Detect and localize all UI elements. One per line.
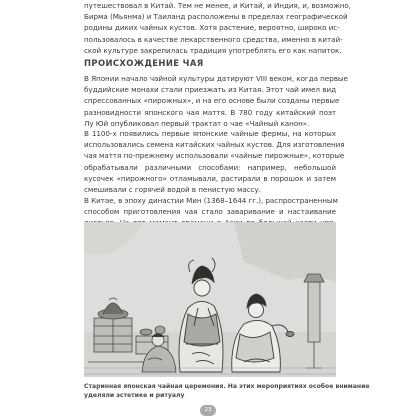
tea-ceremony-drawing (84, 222, 336, 377)
text-line: спрессованных «пирожных», и на его основе были созданы первые (84, 96, 340, 106)
text-line: В Японии начало чайной культуры датируют VIII веком, когда первые (84, 74, 348, 83)
figure-caption (84, 383, 370, 400)
text-line: путешествовал в Китай. Тем не менее, и Китай, и Индия, и, возможно, (84, 1, 352, 10)
section-heading: ПРОИСХОЖДЕНИЕ ЧАЯ (84, 58, 204, 68)
text-line: В Китае, в эпоху династии Мин (1368–1644 гг.), распространенным (84, 196, 338, 205)
text-line: Лу Юй опубликовал первый трактат о чае «Чайный канон». (84, 118, 310, 128)
body-paragraph-1 (84, 73, 348, 129)
text-line: использовались семена китайских чайных кустов. Для изготовления (84, 140, 345, 150)
caption-line: Старинная японская чайная церемония. На этих мероприятиях особое внимание (84, 383, 370, 390)
caption-line: уделяли эстетике и ритуалу (84, 391, 185, 399)
text-line: ской культуре закрепилась традиция употреблять его как напиток. (84, 45, 342, 55)
text-line: чая маття по-прежнему использовали «чайные пирожные», которые (84, 151, 345, 161)
text-line: смешивали с горячей водой в пенистую массу. (84, 185, 261, 195)
text-line: родины диких чайных кустов. Хотя растение, вероятно, широко ис- (84, 23, 340, 33)
text-line: В 1100-х появились первые японские чайные фермы, на которых (84, 129, 336, 138)
body-paragraph-2 (84, 128, 345, 195)
text-line: буддийские монахи стали приезжать из Китая. Этот чай имел вид (84, 85, 336, 95)
text-line: Бирма (Мьянма) и Таиланд расположены в пределах географической (84, 12, 348, 22)
intro-paragraph (84, 0, 352, 56)
text-line: способом приготовления чая стало заваривание и настаивание (84, 207, 336, 217)
text-line: разновидности японского чая маття. В 780 году китайский поэт (84, 107, 336, 117)
page-number-badge: 23 (200, 405, 216, 416)
text-line: пользовалось в качестве лекарственного средства, именно в китай- (84, 34, 343, 44)
book-page (78, 0, 370, 420)
text-line: кусочек «пирожного» отламывали, растирали в порошок и затем (84, 173, 336, 183)
tea-ceremony-illustration (84, 222, 336, 377)
text-line: обрабатывали различными способами: например, небольшой (84, 162, 336, 172)
